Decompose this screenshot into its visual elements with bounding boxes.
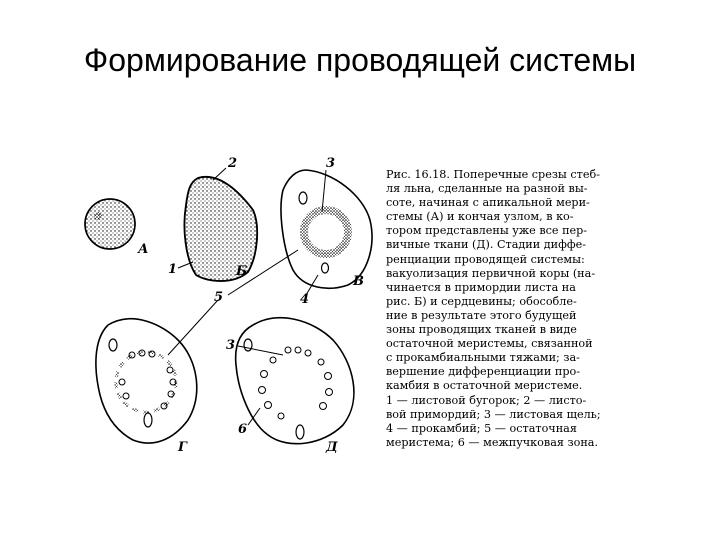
caption-line: зоны проводящих тканей в виде (386, 323, 577, 337)
caption-line: чинается в примордии листа на (386, 280, 576, 294)
caption-line: стемы (А) и кончая узлом, в ко- (386, 210, 574, 224)
caption-line: 4 — прокамбий; 5 — остаточная (386, 421, 577, 435)
caption-line: вой примордий; 3 — листовая щель; (386, 407, 601, 421)
label-d: Д (326, 440, 338, 455)
caption-line: 1 — листовой бугорок; 2 — листо- (386, 393, 587, 407)
section-a (85, 199, 135, 249)
caption-line: тором представлены уже все пер- (386, 224, 588, 238)
section-g (96, 319, 197, 443)
label-b: Б (236, 264, 248, 279)
caption-line: камбия в остаточной меристеме. (386, 379, 583, 393)
label-g: Г (178, 440, 187, 455)
section-v (281, 170, 372, 288)
label-number-4: 4 (300, 292, 310, 307)
section-d (236, 318, 354, 444)
caption-line: вичные ткани (Д). Стадии диффе- (386, 238, 586, 252)
caption-line: вершение дифференциации про- (386, 365, 581, 379)
caption-line: соте, начиная с апикальной мери- (386, 196, 590, 210)
caption-line: ние в результате этого будущей (386, 308, 577, 322)
label-number-6: 6 (238, 422, 248, 437)
caption-line: с прокамбиальными тяжами; за- (386, 351, 580, 365)
label-a: А (138, 242, 149, 257)
caption-line: вакуолизация первичной коры (на- (386, 266, 596, 280)
slide-title: Формирование проводящей системы (83, 42, 637, 78)
label-v: В (353, 274, 364, 289)
label-number-5: 5 (214, 290, 224, 305)
label-number-3-top: 3 (326, 156, 336, 171)
figure-caption (386, 168, 622, 450)
label-number-3-bottom: 3 (226, 338, 236, 353)
caption-line: ля льна, сделанные на разной вы- (386, 182, 588, 196)
caption-line: Рис. 16.18. Поперечные срезы стеб- (386, 168, 600, 181)
caption-line: остаточной меристемы, связанной (386, 337, 593, 351)
caption-line: меристема; 6 — межпучковая зона. (386, 435, 599, 449)
stem-cross-section-figure (78, 150, 378, 470)
figure-drawing (78, 150, 378, 470)
caption-line: ренциации проводящей системы: (386, 252, 585, 266)
caption-line: рис. Б) и сердцевины; обособле- (386, 294, 577, 308)
label-number-2: 2 (228, 156, 238, 171)
label-number-1: 1 (168, 262, 178, 277)
